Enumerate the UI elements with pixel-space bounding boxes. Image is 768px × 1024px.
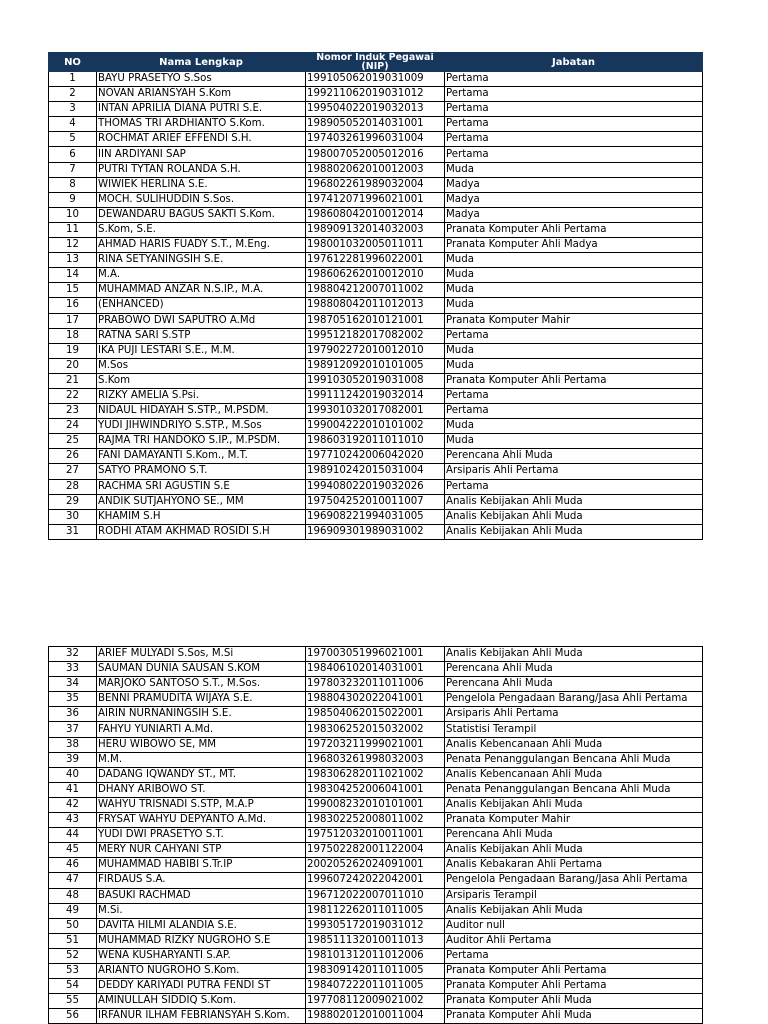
cell-nip: 196803261998032003: [306, 752, 445, 767]
cell-no: 10: [49, 207, 97, 222]
employee-table-page-2: [48, 646, 703, 1024]
cell-jabatan: Arsiparis Ahli Pertama: [445, 464, 703, 479]
table-row: [49, 434, 703, 449]
cell-jabatan: Pranata Komputer Mahir: [445, 313, 703, 328]
cell-nama: RATNA SARI S.STP: [97, 328, 306, 343]
table-row: [49, 524, 703, 539]
cell-nip: 199105062019031009: [306, 72, 445, 87]
cell-jabatan: Auditor null: [445, 918, 703, 933]
cell-nama: FAHYU YUNIARTI A.Md.: [97, 722, 306, 737]
cell-no: 16: [49, 298, 97, 313]
cell-jabatan: Muda: [445, 358, 703, 373]
cell-jabatan: Analis Kebakaran Ahli Pertama: [445, 858, 703, 873]
table-row: [49, 102, 703, 117]
cell-jabatan: Statistisi Terampil: [445, 722, 703, 737]
cell-no: 34: [49, 677, 97, 692]
cell-nama: MARJOKO SANTOSO S.T., M.Sos.: [97, 677, 306, 692]
cell-no: 29: [49, 494, 97, 509]
cell-no: 24: [49, 419, 97, 434]
cell-no: 44: [49, 828, 97, 843]
cell-no: 6: [49, 147, 97, 162]
cell-no: 47: [49, 873, 97, 888]
cell-nip: 196908221994031005: [306, 509, 445, 524]
cell-jabatan: Pranata Komputer Ahli Muda: [445, 1009, 703, 1024]
cell-nip: 198606262010012010: [306, 268, 445, 283]
cell-nama: YUDI JIHWINDRIYO S.STP., M.Sos: [97, 419, 306, 434]
cell-nama: FANI DAMAYANTI S.Kom., M.T.: [97, 449, 306, 464]
cell-no: 3: [49, 102, 97, 117]
cell-jabatan: Madya: [445, 207, 703, 222]
cell-nama: AMINULLAH SIDDIQ S.Kom.: [97, 994, 306, 1009]
cell-nip: 197504252010011007: [306, 494, 445, 509]
table-row: [49, 782, 703, 797]
cell-no: 42: [49, 797, 97, 812]
cell-jabatan: Pertama: [445, 404, 703, 419]
cell-nip: 197803232011011006: [306, 677, 445, 692]
cell-nama: DADANG IQWANDY ST., MT.: [97, 767, 306, 782]
cell-nama: MERY NUR CAHYANI STP: [97, 843, 306, 858]
table-row: [49, 963, 703, 978]
cell-nip: 198302252008011002: [306, 813, 445, 828]
table-row: [49, 162, 703, 177]
cell-no: 13: [49, 253, 97, 268]
cell-jabatan: Pranata Komputer Ahli Muda: [445, 994, 703, 1009]
table-row: [49, 494, 703, 509]
header-no: NO: [49, 53, 97, 72]
cell-jabatan: Perencana Ahli Muda: [445, 449, 703, 464]
cell-nama: INTAN APRILIA DIANA PUTRI S.E.: [97, 102, 306, 117]
cell-no: 11: [49, 222, 97, 237]
cell-jabatan: Muda: [445, 283, 703, 298]
table-row: [49, 343, 703, 358]
cell-no: 43: [49, 813, 97, 828]
cell-nama: FIRDAUS S.A.: [97, 873, 306, 888]
header-nama: Nama Lengkap: [97, 53, 306, 72]
table-row: [49, 192, 703, 207]
cell-jabatan: Pertama: [445, 132, 703, 147]
cell-no: 8: [49, 177, 97, 192]
cell-nip: 197708112009021002: [306, 994, 445, 1009]
cell-nama: M.M.: [97, 752, 306, 767]
cell-nip: 198808042011012013: [306, 298, 445, 313]
cell-nama: RIZKY AMELIA S.Psi.: [97, 388, 306, 403]
cell-nama: AIRIN NURNANINGSIH S.E.: [97, 707, 306, 722]
cell-no: 41: [49, 782, 97, 797]
cell-no: 12: [49, 238, 97, 253]
cell-no: 54: [49, 979, 97, 994]
cell-nama: WAHYU TRISNADI S.STP, M.A.P: [97, 797, 306, 812]
table-row: [49, 87, 703, 102]
cell-jabatan: Auditor Ahli Pertama: [445, 933, 703, 948]
cell-nip: 198112262011011005: [306, 903, 445, 918]
cell-nama: M.A.: [97, 268, 306, 283]
cell-nip: 199211062019031012: [306, 87, 445, 102]
cell-no: 55: [49, 994, 97, 1009]
cell-nama: M.Sos: [97, 358, 306, 373]
cell-jabatan: Pranata Komputer Ahli Pertama: [445, 373, 703, 388]
cell-nama: MUHAMMAD RIZKY NUGROHO S.E: [97, 933, 306, 948]
cell-jabatan: Madya: [445, 192, 703, 207]
cell-nama: DHANY ARIBOWO ST.: [97, 782, 306, 797]
table-row: [49, 873, 703, 888]
cell-nip: 198905052014031001: [306, 117, 445, 132]
table-row: [49, 358, 703, 373]
cell-nama: ROCHMAT ARIEF EFFENDI S.H.: [97, 132, 306, 147]
cell-jabatan: Penata Penanggulangan Bencana Ahli Muda: [445, 782, 703, 797]
table-row: [49, 979, 703, 994]
cell-no: 35: [49, 692, 97, 707]
cell-nama: NOVAN ARIANSYAH S.Kom: [97, 87, 306, 102]
cell-jabatan: Pertama: [445, 102, 703, 117]
table-row: [49, 933, 703, 948]
cell-nip: 198306282011021002: [306, 767, 445, 782]
cell-jabatan: Pertama: [445, 328, 703, 343]
cell-jabatan: Perencana Ahli Muda: [445, 677, 703, 692]
cell-nip: 199512182017082002: [306, 328, 445, 343]
cell-no: 52: [49, 948, 97, 963]
table-row: [49, 298, 703, 313]
table-row: [49, 479, 703, 494]
cell-nip: 199301032017082001: [306, 404, 445, 419]
cell-nama: M.Si.: [97, 903, 306, 918]
cell-jabatan: Pertama: [445, 479, 703, 494]
table-row: [49, 283, 703, 298]
cell-no: 21: [49, 373, 97, 388]
cell-nama: MUHAMMAD ANZAR N.S.IP., M.A.: [97, 283, 306, 298]
table-row: [49, 464, 703, 479]
table-row: [49, 253, 703, 268]
table-row: [49, 1009, 703, 1024]
cell-nama: RACHMA SRI AGUSTIN S.E: [97, 479, 306, 494]
table-row: [49, 918, 703, 933]
cell-nip: 198511132010011013: [306, 933, 445, 948]
cell-no: 9: [49, 192, 97, 207]
cell-nip: 199004222010101002: [306, 419, 445, 434]
cell-jabatan: Analis Kebencanaan Ahli Muda: [445, 767, 703, 782]
cell-nip: 198306252015032002: [306, 722, 445, 737]
cell-no: 50: [49, 918, 97, 933]
cell-nama: RAJMA TRI HANDOKO S.IP., M.PSDM.: [97, 434, 306, 449]
cell-jabatan: Perencana Ahli Muda: [445, 828, 703, 843]
cell-nama: IKA PUJI LESTARI S.E., M.M.: [97, 343, 306, 358]
cell-nama: BAYU PRASETYO S.Sos: [97, 72, 306, 87]
cell-nama: YUDI DWI PRASETYO S.T.: [97, 828, 306, 843]
cell-no: 7: [49, 162, 97, 177]
cell-nip: 197612281996022001: [306, 253, 445, 268]
cell-nama: THOMAS TRI ARDHIANTO S.Kom.: [97, 117, 306, 132]
cell-nama: HERU WIBOWO SE, MM: [97, 737, 306, 752]
cell-jabatan: Pertama: [445, 87, 703, 102]
cell-nip: 198910242015031004: [306, 464, 445, 479]
table-row: [49, 843, 703, 858]
cell-no: 25: [49, 434, 97, 449]
cell-jabatan: Analis Kebijakan Ahli Muda: [445, 843, 703, 858]
cell-no: 31: [49, 524, 97, 539]
cell-no: 23: [49, 404, 97, 419]
cell-nip: 199607242022042001: [306, 873, 445, 888]
table-row: [49, 692, 703, 707]
cell-jabatan: Analis Kebijakan Ahli Muda: [445, 903, 703, 918]
cell-no: 46: [49, 858, 97, 873]
cell-jabatan: Pranata Komputer Ahli Pertama: [445, 222, 703, 237]
table-row: [49, 662, 703, 677]
cell-nama: ANDIK SUTJAHYONO SE., MM: [97, 494, 306, 509]
cell-nip: 198304252006041001: [306, 782, 445, 797]
cell-jabatan: Pranata Komputer Ahli Madya: [445, 238, 703, 253]
table-row: [49, 132, 703, 147]
cell-no: 4: [49, 117, 97, 132]
header-jabatan: Jabatan: [445, 53, 703, 72]
cell-nip: 198406102014031001: [306, 662, 445, 677]
cell-nip: 198909132014032003: [306, 222, 445, 237]
table-row: [49, 828, 703, 843]
cell-nip: 198802012010011004: [306, 1009, 445, 1024]
cell-nama: BASUKI RACHMAD: [97, 888, 306, 903]
cell-nip: 199408022019032026: [306, 479, 445, 494]
cell-no: 20: [49, 358, 97, 373]
table-row: [49, 419, 703, 434]
table-row: [49, 207, 703, 222]
cell-jabatan: Arsiparis Ahli Pertama: [445, 707, 703, 722]
table-row: [49, 313, 703, 328]
table-row: [49, 238, 703, 253]
cell-nama: S.Kom: [97, 373, 306, 388]
cell-jabatan: Muda: [445, 343, 703, 358]
cell-nama: DEDDY KARIYADI PUTRA FENDI ST: [97, 979, 306, 994]
cell-nip: 198802062010012003: [306, 162, 445, 177]
table-row: [49, 404, 703, 419]
cell-nip: 197710242006042020: [306, 449, 445, 464]
table-row: [49, 737, 703, 752]
cell-nama: S.Kom, S.E.: [97, 222, 306, 237]
table-row: [49, 388, 703, 403]
cell-no: 14: [49, 268, 97, 283]
cell-nip: 198603192011011010: [306, 434, 445, 449]
table-row: [49, 948, 703, 963]
cell-nip: 197403261996031004: [306, 132, 445, 147]
employee-table-page-1: [48, 52, 703, 540]
cell-nama: DAVITA HILMI ALANDIA S.E.: [97, 918, 306, 933]
cell-nama: KHAMIM S.H: [97, 509, 306, 524]
table-row: [49, 677, 703, 692]
cell-jabatan: Analis Kebijakan Ahli Muda: [445, 524, 703, 539]
table-row: [49, 722, 703, 737]
cell-nama: DEWANDARU BAGUS SAKTI S.Kom.: [97, 207, 306, 222]
cell-no: 1: [49, 72, 97, 87]
cell-nip: 200205262024091001: [306, 858, 445, 873]
cell-nip: 199305172019031012: [306, 918, 445, 933]
cell-no: 22: [49, 388, 97, 403]
cell-nip: 198705162010121001: [306, 313, 445, 328]
table-row: [49, 177, 703, 192]
cell-nip: 196712022007011010: [306, 888, 445, 903]
cell-no: 2: [49, 87, 97, 102]
cell-nip: 197902272010012010: [306, 343, 445, 358]
cell-nip: 199008232010101001: [306, 797, 445, 812]
cell-nip: 198804302022041001: [306, 692, 445, 707]
cell-jabatan: Analis Kebijakan Ahli Muda: [445, 494, 703, 509]
cell-jabatan: Pengelola Pengadaan Barang/Jasa Ahli Pertama: [445, 873, 703, 888]
cell-nip: 198001032005011011: [306, 238, 445, 253]
cell-nip: 197203211999021001: [306, 737, 445, 752]
cell-no: 40: [49, 767, 97, 782]
cell-nip: 198007052005012016: [306, 147, 445, 162]
cell-nip: 198912092010101005: [306, 358, 445, 373]
cell-nama: ARIANTO NUGROHO S.Kom.: [97, 963, 306, 978]
cell-jabatan: Pranata Komputer Ahli Pertama: [445, 979, 703, 994]
cell-no: 19: [49, 343, 97, 358]
cell-no: 56: [49, 1009, 97, 1024]
cell-no: 5: [49, 132, 97, 147]
cell-nama: SAUMAN DUNIA SAUSAN S.KOM: [97, 662, 306, 677]
cell-jabatan: Pranata Komputer Mahir: [445, 813, 703, 828]
table-row: [49, 858, 703, 873]
cell-nip: 198608042010012014: [306, 207, 445, 222]
cell-no: 53: [49, 963, 97, 978]
cell-nama: MOCH. SULIHUDDIN S.Sos.: [97, 192, 306, 207]
cell-nama: SATYO PRAMONO S.T.: [97, 464, 306, 479]
cell-nip: 198309142011011005: [306, 963, 445, 978]
cell-no: 39: [49, 752, 97, 767]
table-row: [49, 72, 703, 87]
cell-nip: 199103052019031008: [306, 373, 445, 388]
cell-jabatan: Pertama: [445, 948, 703, 963]
table-row: [49, 268, 703, 283]
cell-no: 45: [49, 843, 97, 858]
cell-jabatan: Madya: [445, 177, 703, 192]
cell-no: 36: [49, 707, 97, 722]
cell-jabatan: Analis Kebijakan Ahli Muda: [445, 647, 703, 662]
cell-no: 28: [49, 479, 97, 494]
cell-nama: RODHI ATAM AKHMAD ROSIDI S.H: [97, 524, 306, 539]
cell-nip: 199504022019032013: [306, 102, 445, 117]
cell-nama: AHMAD HARIS FUADY S.T., M.Eng.: [97, 238, 306, 253]
cell-no: 15: [49, 283, 97, 298]
table-row: [49, 888, 703, 903]
cell-nip: 196909301989031002: [306, 524, 445, 539]
cell-jabatan: Pertama: [445, 147, 703, 162]
cell-jabatan: Perencana Ahli Muda: [445, 662, 703, 677]
cell-nama: NIDAUL HIDAYAH S.STP., M.PSDM.: [97, 404, 306, 419]
cell-nama: RINA SETYANINGSIH S.E.: [97, 253, 306, 268]
table-row: [49, 222, 703, 237]
cell-no: 32: [49, 647, 97, 662]
cell-jabatan: Arsiparis Terampil: [445, 888, 703, 903]
cell-nama: ARIEF MULYADI S.Sos, M.Si: [97, 647, 306, 662]
cell-no: 17: [49, 313, 97, 328]
cell-nip: 198407222011011005: [306, 979, 445, 994]
cell-nama: FRYSAT WAHYU DEPYANTO A.Md.: [97, 813, 306, 828]
cell-jabatan: Pengelola Pengadaan Barang/Jasa Ahli Pertama: [445, 692, 703, 707]
cell-nip: 198504062015022001: [306, 707, 445, 722]
cell-no: 30: [49, 509, 97, 524]
cell-nama: (ENHANCED): [97, 298, 306, 313]
cell-nama: IRFANUR ILHAM FEBRIANSYAH S.Kom.: [97, 1009, 306, 1024]
cell-jabatan: Muda: [445, 253, 703, 268]
cell-nama: BENNI PRAMUDITA WIJAYA S.E.: [97, 692, 306, 707]
cell-nip: 196802261989032004: [306, 177, 445, 192]
table-row: [49, 117, 703, 132]
table-row: [49, 767, 703, 782]
table-row: [49, 449, 703, 464]
table-row: [49, 752, 703, 767]
table-row: [49, 647, 703, 662]
cell-jabatan: Muda: [445, 298, 703, 313]
table-row: [49, 797, 703, 812]
table-row: [49, 328, 703, 343]
cell-jabatan: Pertama: [445, 388, 703, 403]
header-nip: Nomor Induk Pegawai (NIP): [306, 53, 445, 72]
cell-jabatan: Analis Kebencanaan Ahli Muda: [445, 737, 703, 752]
cell-nama: WENA KUSHARYANTI S.AP.: [97, 948, 306, 963]
cell-nama: MUHAMMAD HABIBI S.Tr.IP: [97, 858, 306, 873]
table-row: [49, 903, 703, 918]
cell-jabatan: Pertama: [445, 117, 703, 132]
cell-jabatan: Analis Kebijakan Ahli Muda: [445, 509, 703, 524]
cell-nip: 198101312011012006: [306, 948, 445, 963]
cell-no: 33: [49, 662, 97, 677]
cell-nip: 197412071996021001: [306, 192, 445, 207]
cell-no: 51: [49, 933, 97, 948]
cell-jabatan: Muda: [445, 419, 703, 434]
cell-nama: PRABOWO DWI SAPUTRO A.Md: [97, 313, 306, 328]
cell-nip: 197003051996021001: [306, 647, 445, 662]
cell-nama: IIN ARDIYANI SAP: [97, 147, 306, 162]
cell-jabatan: Penata Penanggulangan Bencana Ahli Muda: [445, 752, 703, 767]
cell-no: 26: [49, 449, 97, 464]
cell-no: 48: [49, 888, 97, 903]
cell-nip: 199111242019032014: [306, 388, 445, 403]
cell-nip: 197502282001122004: [306, 843, 445, 858]
cell-nip: 197512032010011001: [306, 828, 445, 843]
cell-no: 18: [49, 328, 97, 343]
cell-jabatan: Muda: [445, 162, 703, 177]
table-row: [49, 994, 703, 1009]
cell-jabatan: Analis Kebijakan Ahli Muda: [445, 797, 703, 812]
cell-jabatan: Pertama: [445, 72, 703, 87]
table-row: [49, 813, 703, 828]
cell-nama: WIWIEK HERLINA S.E.: [97, 177, 306, 192]
cell-no: 37: [49, 722, 97, 737]
cell-nip: 198804212007011002: [306, 283, 445, 298]
cell-jabatan: Muda: [445, 434, 703, 449]
table-header-row: [49, 53, 703, 72]
cell-jabatan: Pranata Komputer Ahli Pertama: [445, 963, 703, 978]
table-row: [49, 373, 703, 388]
table-row: [49, 509, 703, 524]
cell-no: 38: [49, 737, 97, 752]
cell-no: 49: [49, 903, 97, 918]
table-row: [49, 707, 703, 722]
table-row: [49, 147, 703, 162]
cell-jabatan: Muda: [445, 268, 703, 283]
cell-nama: PUTRI TYTAN ROLANDA S.H.: [97, 162, 306, 177]
cell-no: 27: [49, 464, 97, 479]
